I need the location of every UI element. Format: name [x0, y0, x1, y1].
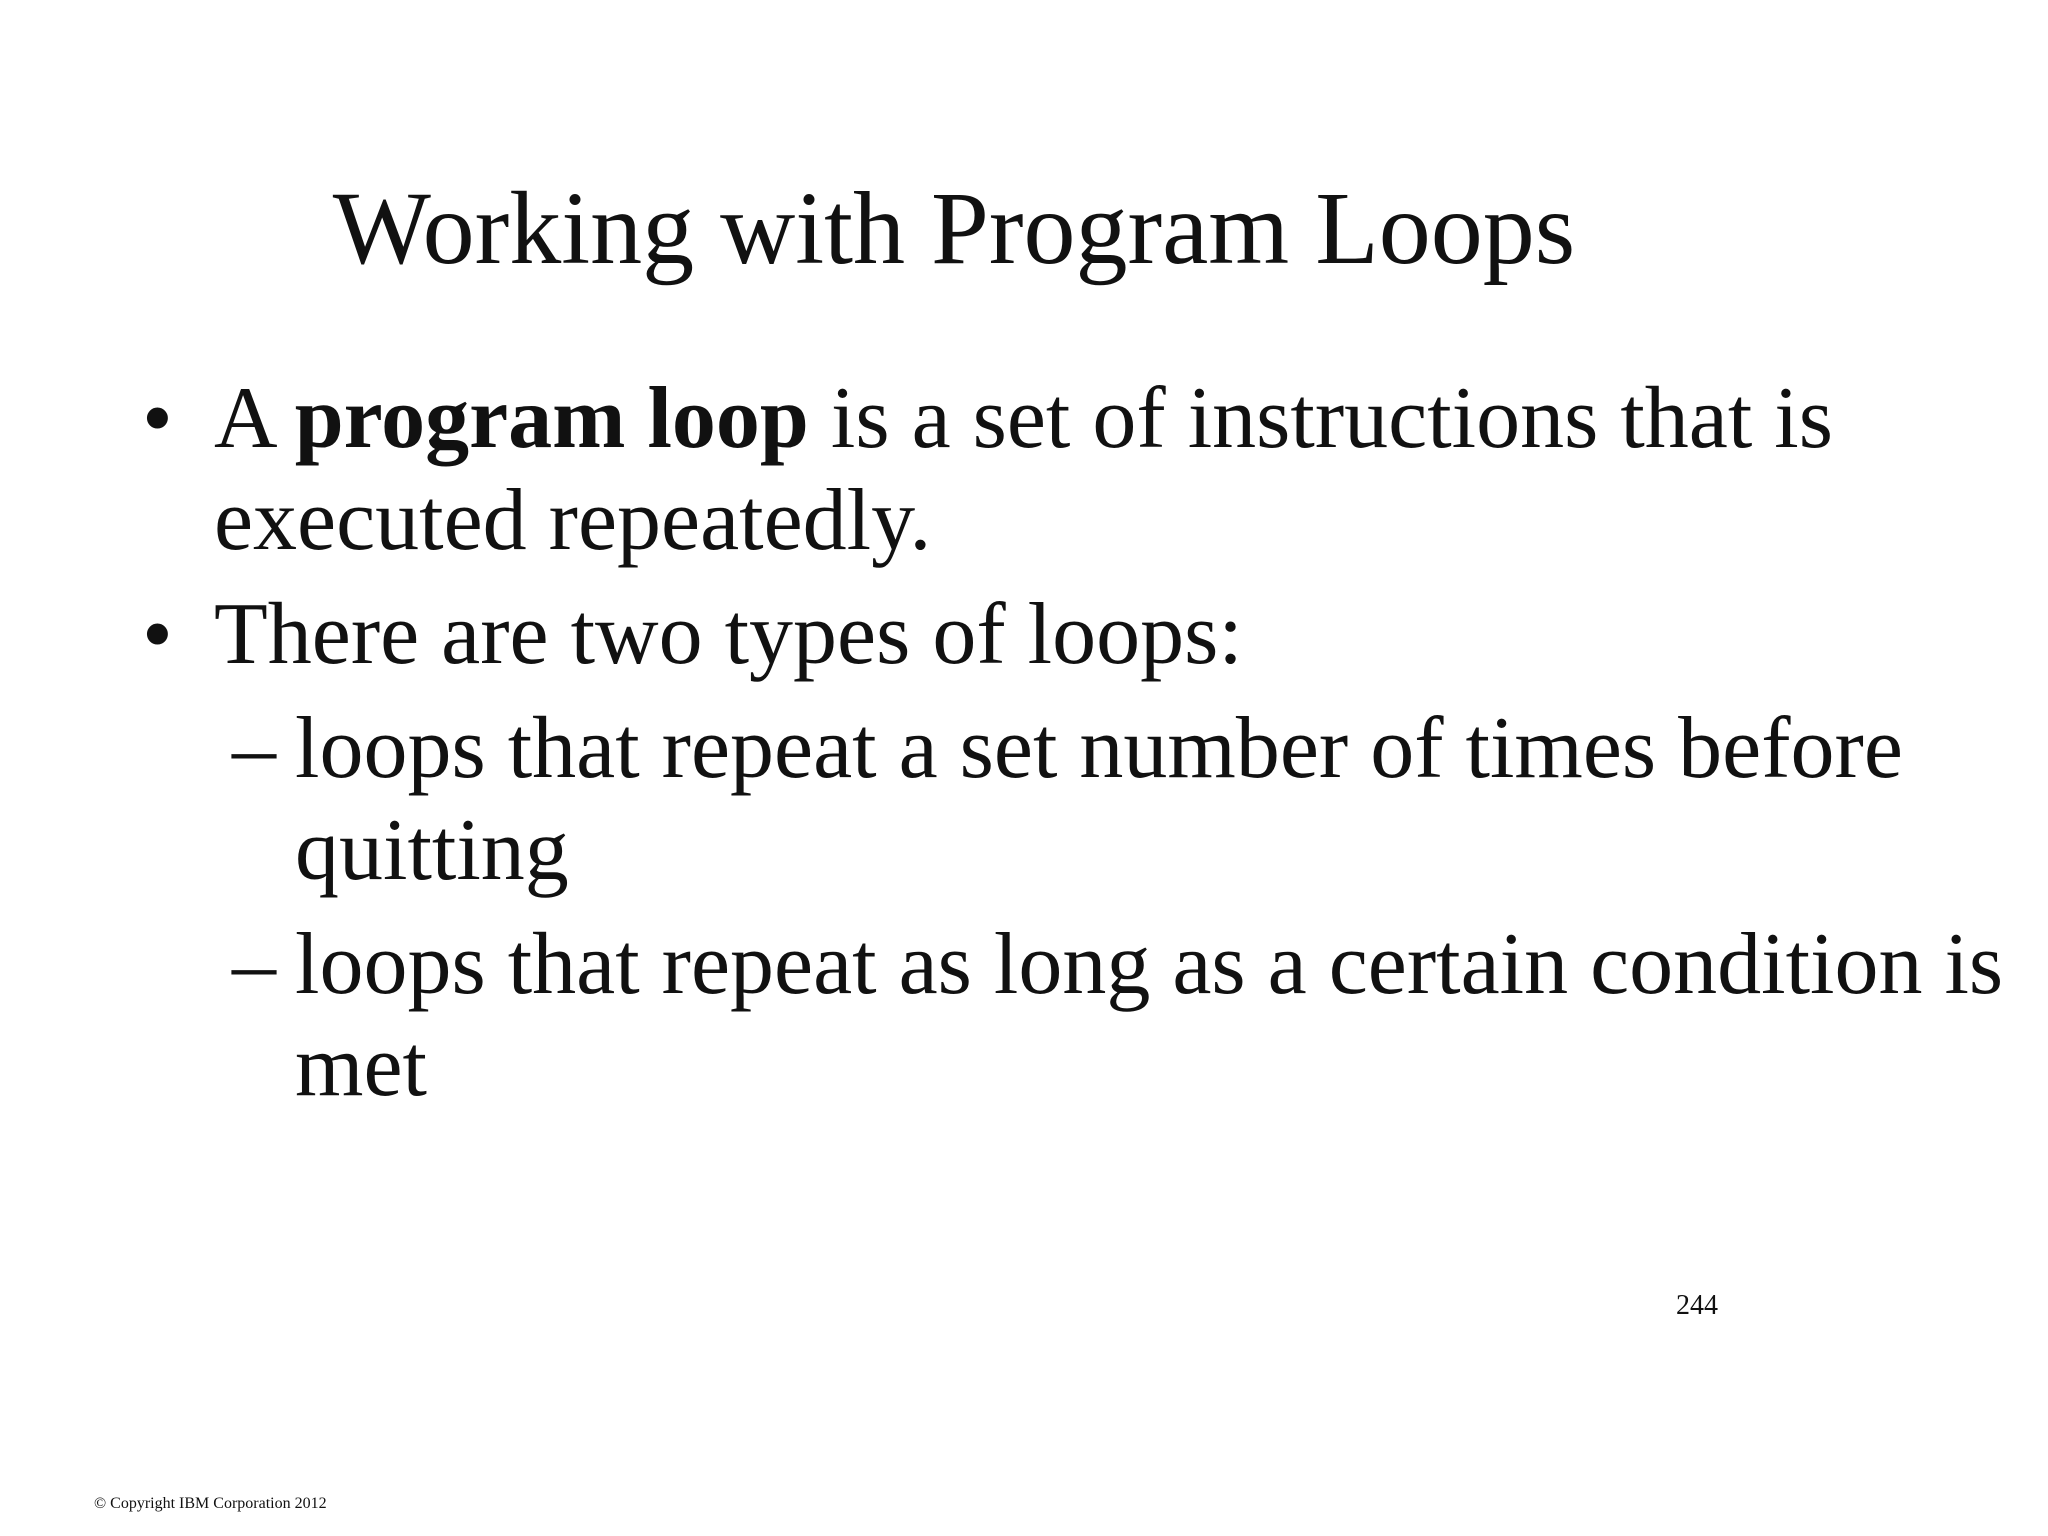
loop-types-bullet	[140, 584, 2020, 686]
conditional-loop-sub-bullet	[140, 914, 2020, 1118]
loop-types-text: There are two types of loops:	[214, 586, 1243, 683]
program-loop-definition-bullet	[140, 368, 2020, 572]
counted-loop-text: loops that repeat a set number of times before quitting	[295, 700, 1903, 899]
slide-bullet-list	[140, 368, 2020, 1130]
program-loop-term: program loop	[294, 370, 809, 467]
bullet-marker: •	[142, 586, 173, 683]
dash-marker: –	[232, 700, 276, 797]
dash-marker: –	[232, 916, 276, 1013]
conditional-loop-text: loops that repeat as long as a certain condition is met	[295, 916, 2004, 1115]
copyright-notice: © Copyright IBM Corporation 2012	[94, 1495, 327, 1512]
slide-title: Working with Program Loops	[332, 171, 1576, 286]
definition-prefix: A	[214, 370, 295, 467]
definition-suffix: is a set of instructions that is executed repeatedly.	[214, 370, 1833, 569]
page-number: 244	[1676, 1290, 1718, 1321]
bullet-marker: •	[142, 370, 173, 467]
counted-loop-sub-bullet	[140, 698, 2020, 902]
